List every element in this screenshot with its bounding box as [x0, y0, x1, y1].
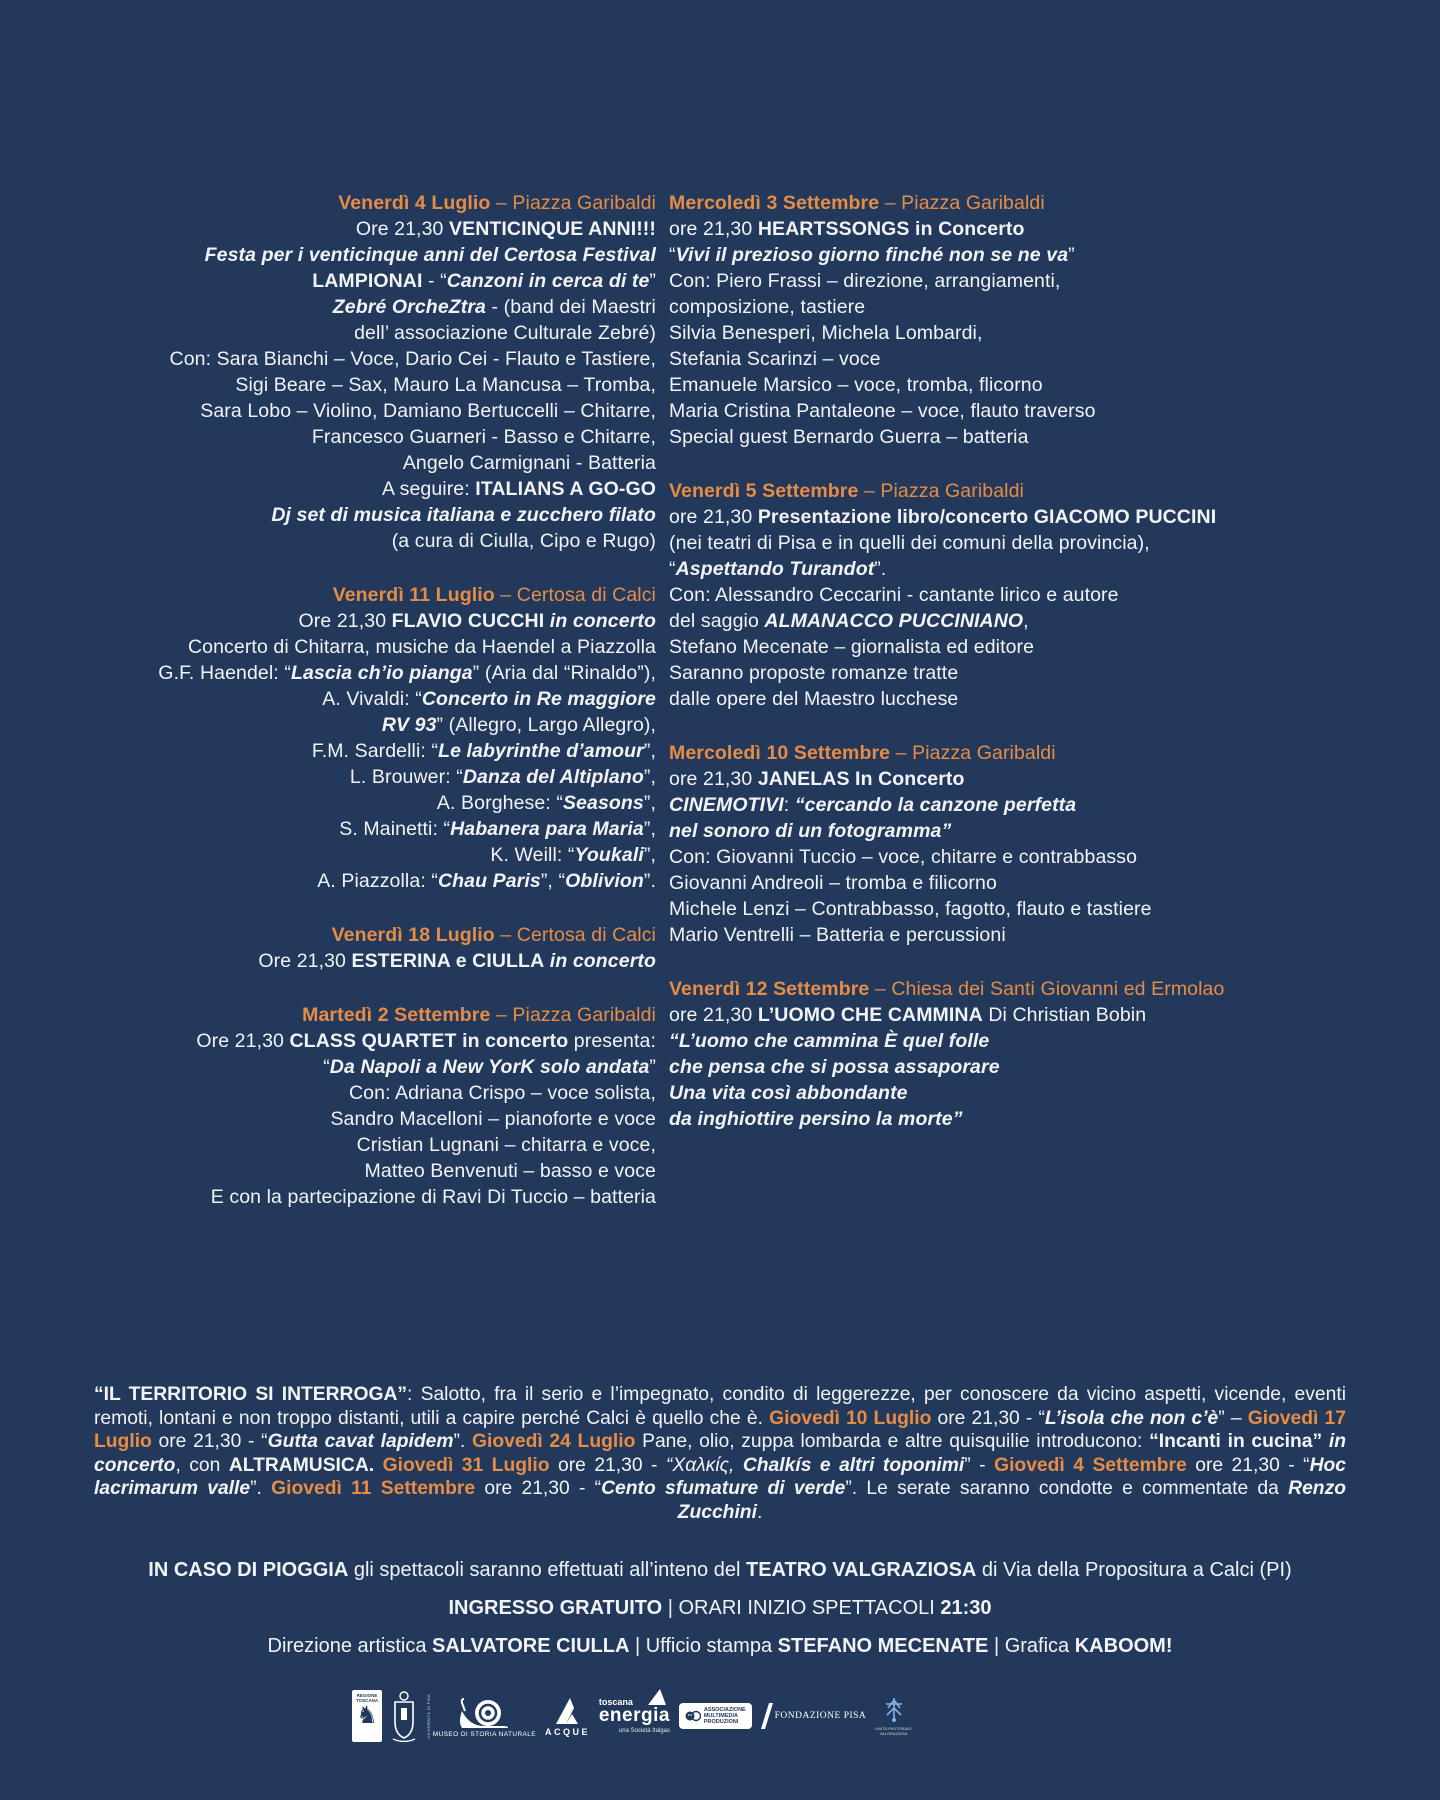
event-line	[60, 1158, 656, 1184]
text-segment: K. Weill: “	[490, 844, 575, 866]
event-header	[669, 190, 1291, 216]
museo-main	[433, 1697, 536, 1738]
text-segment: Dj set di musica italiana e zucchero filato	[271, 504, 656, 526]
event-venue: – Chiesa dei Santi Giovanni ed Ermolao	[869, 978, 1225, 1000]
text-segment: Con: Giovanni Tuccio – voce, chitarre e contrabbasso	[669, 846, 1138, 868]
text-segment: Matteo Benvenuti – basso e voce	[364, 1160, 656, 1182]
event-venue: – Piazza Garibaldi	[858, 480, 1024, 502]
text-segment: | ORARI INIZIO SPETTACOLI	[662, 1597, 941, 1619]
text-segment: Con: Alessandro Ceccarini - cantante lirico e autore	[669, 584, 1119, 606]
text-segment: A. Borghese: “	[436, 792, 563, 814]
text-segment: Chau Paris	[437, 870, 541, 892]
logo-label: energia	[598, 1705, 670, 1726]
text-segment: IN CASO DI PIOGGIA	[148, 1559, 349, 1581]
event-date: Martedì 2 Settembre	[302, 1004, 491, 1026]
text-segment: , con	[175, 1454, 229, 1476]
text-segment: Giovedì 4 Settembre	[994, 1454, 1187, 1476]
event-line	[669, 294, 1291, 320]
text-segment: L’UOMO CHE CAMMINA	[757, 1004, 983, 1026]
logo-label: FONDAZIONE PISA	[774, 1711, 867, 1721]
text-segment: Ore 21,30	[196, 1030, 290, 1052]
text-segment: ore 21,30 - “	[931, 1407, 1045, 1429]
text-segment: ore 21,30	[669, 506, 758, 528]
text-segment: Cento sfumature di verde	[601, 1478, 846, 1500]
text-segment: ”,	[643, 818, 656, 840]
logo-regione-toscana	[352, 1690, 382, 1742]
event-line	[60, 476, 656, 502]
text-segment: Silvia Benesperi, Michela Lombardi,	[669, 322, 983, 344]
text-segment: di Via della Propositura a Calci (PI)	[976, 1559, 1292, 1581]
text-segment: ”.	[453, 1431, 472, 1453]
text-segment: Con: Piero Frassi – direzione, arrangiamenti,	[669, 270, 1061, 292]
text-segment: INGRESSO GRATUITO	[448, 1597, 663, 1619]
event-line	[669, 320, 1291, 346]
text-segment	[1322, 1431, 1329, 1452]
text-segment: ESTERINA e CIULLA	[351, 950, 545, 972]
logo-sublabel: VALGRAZIOSA	[879, 1731, 908, 1736]
text-segment	[374, 1455, 382, 1476]
event-line	[669, 556, 1291, 582]
text-segment: Canzoni in cerca di te	[446, 270, 650, 292]
text-segment: Sandro Macelloni – pianoforte e voce	[330, 1108, 656, 1130]
text-segment: Giovedì 11 Settembre	[271, 1478, 476, 1500]
event-line	[60, 242, 656, 268]
event-venue: – Certosa di Calci	[494, 584, 656, 606]
text-segment: ”,	[643, 844, 656, 866]
footer-line	[0, 1596, 1440, 1621]
text-segment: ALTRAMUSICA.	[228, 1454, 375, 1476]
event-line	[669, 1106, 1291, 1132]
text-segment: | Grafica	[988, 1635, 1075, 1657]
event-line	[60, 294, 656, 320]
regione-toscana-badge	[352, 1690, 382, 1742]
event-block	[669, 976, 1291, 1132]
event-line	[669, 870, 1291, 896]
text-segment: Seasons	[562, 792, 644, 814]
footer	[0, 1558, 1440, 1672]
text-segment: nel sonoro di un fotogramma”	[669, 820, 952, 842]
text-segment: dell’ associazione Culturale Zebré)	[354, 322, 656, 344]
event-line	[669, 896, 1291, 922]
text-segment: (a cura di Ciulla, Cipo e Rugo)	[391, 530, 656, 552]
text-segment: SALVATORE CIULLA	[432, 1635, 630, 1657]
event-line	[60, 424, 656, 450]
text-segment: L. Brouwer: “	[349, 766, 463, 788]
text-segment: Giovedì 31 Luglio	[382, 1454, 550, 1476]
logo-associazione-multimedia	[679, 1703, 752, 1729]
event-header	[60, 190, 656, 216]
text-segment: Le labyrinthe d’amour	[438, 740, 644, 762]
event-block	[669, 740, 1291, 948]
event-venue: – Certosa di Calci	[494, 924, 656, 946]
text-segment: Ore 21,30	[355, 218, 449, 240]
event-line	[669, 608, 1291, 634]
text-segment: TEATRO VALGRAZIOSA	[745, 1559, 977, 1581]
text-segment: ”.	[643, 870, 656, 892]
text-segment: Presentazione libro/concerto GIACOMO PUCCINI	[757, 506, 1217, 528]
event-line	[60, 1184, 656, 1210]
logo-label-top: toscana	[598, 1697, 633, 1707]
text-segment: ”	[649, 1056, 656, 1078]
text-segment: Youkali	[574, 844, 644, 866]
text-segment: G.F. Haendel: “	[158, 662, 291, 684]
event-block	[60, 190, 656, 554]
text-segment: ”	[1068, 244, 1075, 266]
text-segment: Sara Lobo – Violino, Damiano Bertuccelli – Chitarre,	[200, 400, 656, 422]
text-segment: ”,	[643, 792, 656, 814]
text-segment: (nei teatri di Pisa e in quelli dei comuni della provincia),	[669, 532, 1150, 554]
right-column	[669, 190, 1291, 1160]
text-segment: ore 21,30 - “	[1186, 1454, 1310, 1476]
event-venue: – Piazza Garibaldi	[890, 742, 1056, 764]
event-date: Venerdì 12 Settembre	[669, 978, 870, 1000]
event-header	[669, 740, 1291, 766]
text-segment: dalle opere del Maestro lucchese	[669, 688, 959, 710]
text-segment: ”,	[643, 766, 656, 788]
amp-badge	[679, 1703, 752, 1729]
event-line	[60, 842, 656, 868]
territory-paragraph	[94, 1383, 1346, 1525]
text-segment: ” (Aria dal “Rinaldo”),	[472, 662, 656, 684]
text-segment: A. Vivaldi: “	[322, 688, 422, 710]
text-segment: ore 21,30	[669, 1004, 758, 1026]
event-header	[60, 922, 656, 948]
event-line	[60, 686, 656, 712]
text-segment: :	[783, 794, 795, 816]
text-segment: Angelo Carmignani - Batteria	[402, 452, 656, 474]
event-line	[60, 398, 656, 424]
text-segment: Gutta cavat lapidem	[267, 1431, 454, 1453]
event-date: Venerdì 11 Luglio	[332, 584, 495, 606]
text-segment: .	[756, 1501, 763, 1523]
event-line	[60, 1028, 656, 1054]
text-segment: Da Napoli a New YorK solo andata	[329, 1056, 650, 1078]
event-header	[60, 1002, 656, 1028]
text-segment: “cercando la canzone perfetta	[794, 794, 1077, 816]
text-segment: da inghiottire persino la morte”	[669, 1108, 963, 1130]
event-line	[60, 1054, 656, 1080]
text-segment: Hoc lacrimarum valle	[94, 1454, 1347, 1500]
footer-line	[0, 1634, 1440, 1659]
event-line	[669, 660, 1291, 686]
event-line	[669, 582, 1291, 608]
snail-icon	[458, 1697, 510, 1729]
text-segment: “	[669, 244, 676, 266]
text-segment: ” -	[964, 1454, 995, 1476]
text-segment: che pensa che si possa assaporare	[669, 1056, 1000, 1078]
event-line	[669, 242, 1291, 268]
logo-unita-pastorale-valgraziosa	[875, 1696, 912, 1736]
text-segment: VENTICINQUE ANNI!!!	[448, 218, 656, 240]
event-venue: – Piazza Garibaldi	[490, 1004, 656, 1026]
event-line	[669, 372, 1291, 398]
event-line	[669, 792, 1291, 818]
text-segment: HEARTSSONGS in Concerto	[757, 218, 1025, 240]
text-segment: Giovedì 17 Luglio	[94, 1407, 1346, 1453]
event-line	[60, 502, 656, 528]
event-line	[60, 528, 656, 554]
slash-icon	[761, 1703, 773, 1729]
event-line	[669, 504, 1291, 530]
event-block	[669, 478, 1291, 712]
text-segment: Pane, olio, zuppa lombarda e altre quisquilie introducono:	[635, 1431, 1150, 1453]
event-line	[669, 1054, 1291, 1080]
text-segment: gli spettacoli saranno effettuati all’inteno del	[348, 1559, 746, 1581]
text-segment: - “	[422, 270, 447, 292]
text-segment: STEFANO MECENATE	[777, 1635, 989, 1657]
text-segment: Maria Cristina Pantaleone – voce, flauto traverso	[669, 400, 1096, 422]
text-segment: del saggio	[669, 610, 765, 632]
text-segment: ITALIANS A GO-GO	[475, 478, 656, 500]
logo-label: ASSOCIAZIONE MULTIMEDIA PRODUZIONI	[703, 1707, 746, 1725]
text-segment: Giovanni Andreoli – tromba e filicorno	[669, 872, 997, 894]
text-segment: ore 21,30	[669, 218, 758, 240]
text-segment: ”,	[643, 740, 656, 762]
text-segment: “L’uomo che cammina È quel folle	[669, 1030, 990, 1052]
event-line	[60, 216, 656, 242]
text-segment: Sigi Beare – Sax, Mauro La Mancusa – Tromba,	[235, 374, 656, 396]
text-segment: in concerto	[549, 950, 656, 972]
event-header	[669, 478, 1291, 504]
text-segment: Giovedì 10 Luglio	[769, 1407, 932, 1429]
logo-museo-storia-naturale	[426, 1694, 536, 1739]
text-segment: Special guest Bernardo Guerra – batteria	[669, 426, 1029, 448]
text-segment: ”, “	[540, 870, 566, 892]
event-date: Venerdì 18 Luglio	[331, 924, 495, 946]
event-line	[60, 1106, 656, 1132]
event-line	[60, 868, 656, 894]
logo-sublabel: UNIVERSITÀ DI PISA	[425, 1693, 431, 1739]
text-segment: Habanera para Maria	[450, 818, 644, 840]
event-line	[669, 634, 1291, 660]
event-line	[60, 268, 656, 294]
logo-stemma-comune	[391, 1690, 417, 1742]
left-column	[60, 190, 656, 1238]
event-header	[669, 976, 1291, 1002]
event-line	[60, 712, 656, 738]
text-segment: Cristian Lugnani – chitarra e voce,	[356, 1134, 656, 1156]
text-segment: Direzione artistica	[267, 1635, 433, 1657]
event-block	[60, 582, 656, 894]
text-segment: L’isola che non c’è	[1044, 1407, 1219, 1429]
pegasus-icon: ♞	[356, 1702, 378, 1729]
text-segment: ”. Le serate saranno condotte e commentate da	[845, 1478, 1289, 1500]
event-venue: – Piazza Garibaldi	[879, 192, 1045, 214]
text-segment: A. Piazzolla: “	[317, 870, 438, 892]
event-line	[669, 1028, 1291, 1054]
text-segment: “Incanti in cucina”	[1149, 1431, 1323, 1453]
text-segment: Renzo Zucchini	[677, 1478, 1346, 1523]
text-segment: - (band dei Maestri	[486, 296, 656, 318]
text-segment: RV 93	[381, 714, 437, 736]
text-segment: Ore 21,30	[258, 950, 352, 972]
text-segment: ”.	[250, 1478, 272, 1500]
text-segment: Concerto in Re maggiore	[421, 688, 656, 710]
text-segment: Di Christian Bobin	[982, 1004, 1147, 1026]
text-segment: ore 21,30 - “	[151, 1431, 268, 1453]
logo-label: MUSEO DI STORIA NATURALE	[432, 1731, 537, 1739]
event-line	[669, 530, 1291, 556]
event-line	[669, 766, 1291, 792]
event-line	[60, 1132, 656, 1158]
sail-icon	[552, 1696, 582, 1726]
logo-toscana-energia	[599, 1698, 670, 1734]
logo-fondazione-pisa	[761, 1703, 867, 1729]
event-date: Venerdì 5 Settembre	[669, 480, 859, 502]
text-segment: Festa per i venticinque anni del Certosa Festival	[204, 244, 656, 266]
text-segment: ore 21,30 - “	[475, 1478, 602, 1500]
text-segment: Danza del Altiplano	[462, 766, 644, 788]
text-segment: Emanuele Marsico – voce, tromba, flicorno	[669, 374, 1043, 396]
text-segment: composizione, tastiere	[669, 296, 866, 318]
text-segment: ” –	[1218, 1407, 1248, 1429]
text-segment: “	[669, 558, 676, 580]
event-line	[669, 686, 1291, 712]
event-line	[60, 948, 656, 974]
text-segment: Aspettando Turandot	[675, 558, 875, 580]
text-segment: Mario Ventrelli – Batteria e percussioni	[669, 924, 1006, 946]
event-line	[669, 922, 1291, 948]
text-segment: Saranno proposte romanze tratte	[669, 662, 959, 684]
event-line	[60, 450, 656, 476]
text-segment: CINEMOTIVI	[669, 794, 784, 816]
text-segment: Stefano Mecenate – giornalista ed editore	[669, 636, 1035, 658]
text-segment: F.M. Sardelli: “	[311, 740, 439, 762]
text-segment: Michele Lenzi – Contrabbasso, fagotto, flauto e tastiere	[669, 898, 1152, 920]
logo-label: REGIONE TOSCANA	[355, 1693, 379, 1703]
text-segment: ore 21,30	[669, 768, 758, 790]
text-segment: Una vita così abbondante	[669, 1082, 908, 1104]
text-segment: Con: Sara Bianchi – Voce, Dario Cei - Flauto e Tastiere,	[169, 348, 656, 370]
text-segment: Giovedì 24 Luglio	[472, 1431, 636, 1453]
text-segment: 21:30	[940, 1597, 992, 1619]
text-segment: Vivi il prezioso giorno finché non se ne va	[675, 244, 1069, 266]
logo-label: ACQUE	[544, 1726, 590, 1737]
text-segment: Chalkís e altri toponimi	[742, 1454, 965, 1476]
logo-sublabel: una Società Italgas	[618, 1728, 670, 1734]
event-block	[60, 1002, 656, 1210]
event-date: Mercoledì 10 Settembre	[669, 742, 891, 764]
text-segment: S. Mainetti: “	[339, 818, 451, 840]
logo-strip	[352, 1684, 912, 1748]
event-line	[669, 216, 1291, 242]
text-segment: KABOOM!	[1074, 1635, 1173, 1657]
text-segment: ”	[649, 270, 656, 292]
text-segment: in concerto	[549, 610, 656, 632]
footer-line	[0, 1558, 1440, 1583]
event-line	[60, 790, 656, 816]
text-segment: | Ufficio stampa	[629, 1635, 778, 1657]
logo-acque	[545, 1696, 590, 1737]
event-line	[60, 346, 656, 372]
event-line	[60, 1080, 656, 1106]
event-line	[60, 608, 656, 634]
text-segment: ,	[1023, 610, 1029, 632]
event-line	[60, 320, 656, 346]
text-segment: A seguire:	[382, 478, 476, 500]
text-segment: ” (Allegro, Largo Allegro),	[436, 714, 656, 736]
text-segment: Oblivion	[565, 870, 644, 892]
text-segment: LAMPIONAI	[312, 270, 423, 292]
event-line	[669, 1002, 1291, 1028]
event-header	[60, 582, 656, 608]
text-segment: ”.	[874, 558, 887, 580]
text-segment	[734, 1455, 742, 1476]
text-segment: Francesco Guarneri - Basso e Chitarre,	[311, 426, 656, 448]
text-segment: Stefania Scarinzi – voce	[669, 348, 881, 370]
event-line	[60, 660, 656, 686]
tree-cross-icon	[881, 1696, 907, 1726]
event-line	[669, 398, 1291, 424]
text-segment: ore 21,30 -	[549, 1454, 666, 1476]
event-line	[669, 818, 1291, 844]
theater-masks-icon	[685, 1709, 701, 1723]
event-line	[669, 346, 1291, 372]
event-line	[669, 424, 1291, 450]
event-date: Mercoledì 3 Settembre	[669, 192, 880, 214]
text-segment: “Χαλκίς,	[665, 1454, 735, 1476]
event-line	[60, 764, 656, 790]
text-segment: Ore 21,30	[298, 610, 392, 632]
text-segment: “	[323, 1056, 330, 1078]
event-block	[669, 190, 1291, 450]
logo-label: UNITÀ PASTORALE	[875, 1726, 912, 1731]
event-line	[669, 1080, 1291, 1106]
event-line	[60, 816, 656, 842]
text-segment: ALMANACCO PUCCINIANO	[764, 610, 1024, 632]
event-line	[60, 372, 656, 398]
crest-icon	[391, 1690, 417, 1742]
text-segment: CLASS QUARTET in concerto	[289, 1030, 569, 1052]
text-segment: “IL TERRITORIO SI INTERROGA”	[94, 1384, 408, 1405]
event-line	[669, 844, 1291, 870]
event-line	[60, 738, 656, 764]
text-segment: presenta:	[568, 1030, 656, 1052]
text-segment: E con la partecipazione di Ravi Di Tuccio – batteria	[210, 1186, 656, 1208]
event-block	[60, 922, 656, 974]
text-segment: Con: Adriana Crispo – voce solista,	[349, 1082, 656, 1104]
event-line	[669, 268, 1291, 294]
event-date: Venerdì 4 Luglio	[338, 192, 491, 214]
text-segment: : Salotto, fra il serio e l’impegnato, condito di leggerezze, per conoscere da vicino aspetti, vicende, eventi remoti, lontani e non troppo distanti, utili a capire perché Calci è quello che è.	[94, 1384, 1346, 1429]
text-segment: Lascia ch’io pianga	[290, 662, 473, 684]
sail-icon	[646, 1688, 668, 1706]
text-segment: JANELAS In Concerto	[757, 768, 965, 790]
event-line	[60, 634, 656, 660]
text-segment: in concerto	[94, 1431, 1347, 1476]
text-segment: Zebré OrcheZtra	[332, 296, 486, 318]
text-segment: Concerto di Chitarra, musiche da Haendel a Piazzolla	[187, 636, 656, 658]
text-segment: FLAVIO CUCCHI	[391, 610, 545, 632]
event-venue: – Piazza Garibaldi	[490, 192, 656, 214]
